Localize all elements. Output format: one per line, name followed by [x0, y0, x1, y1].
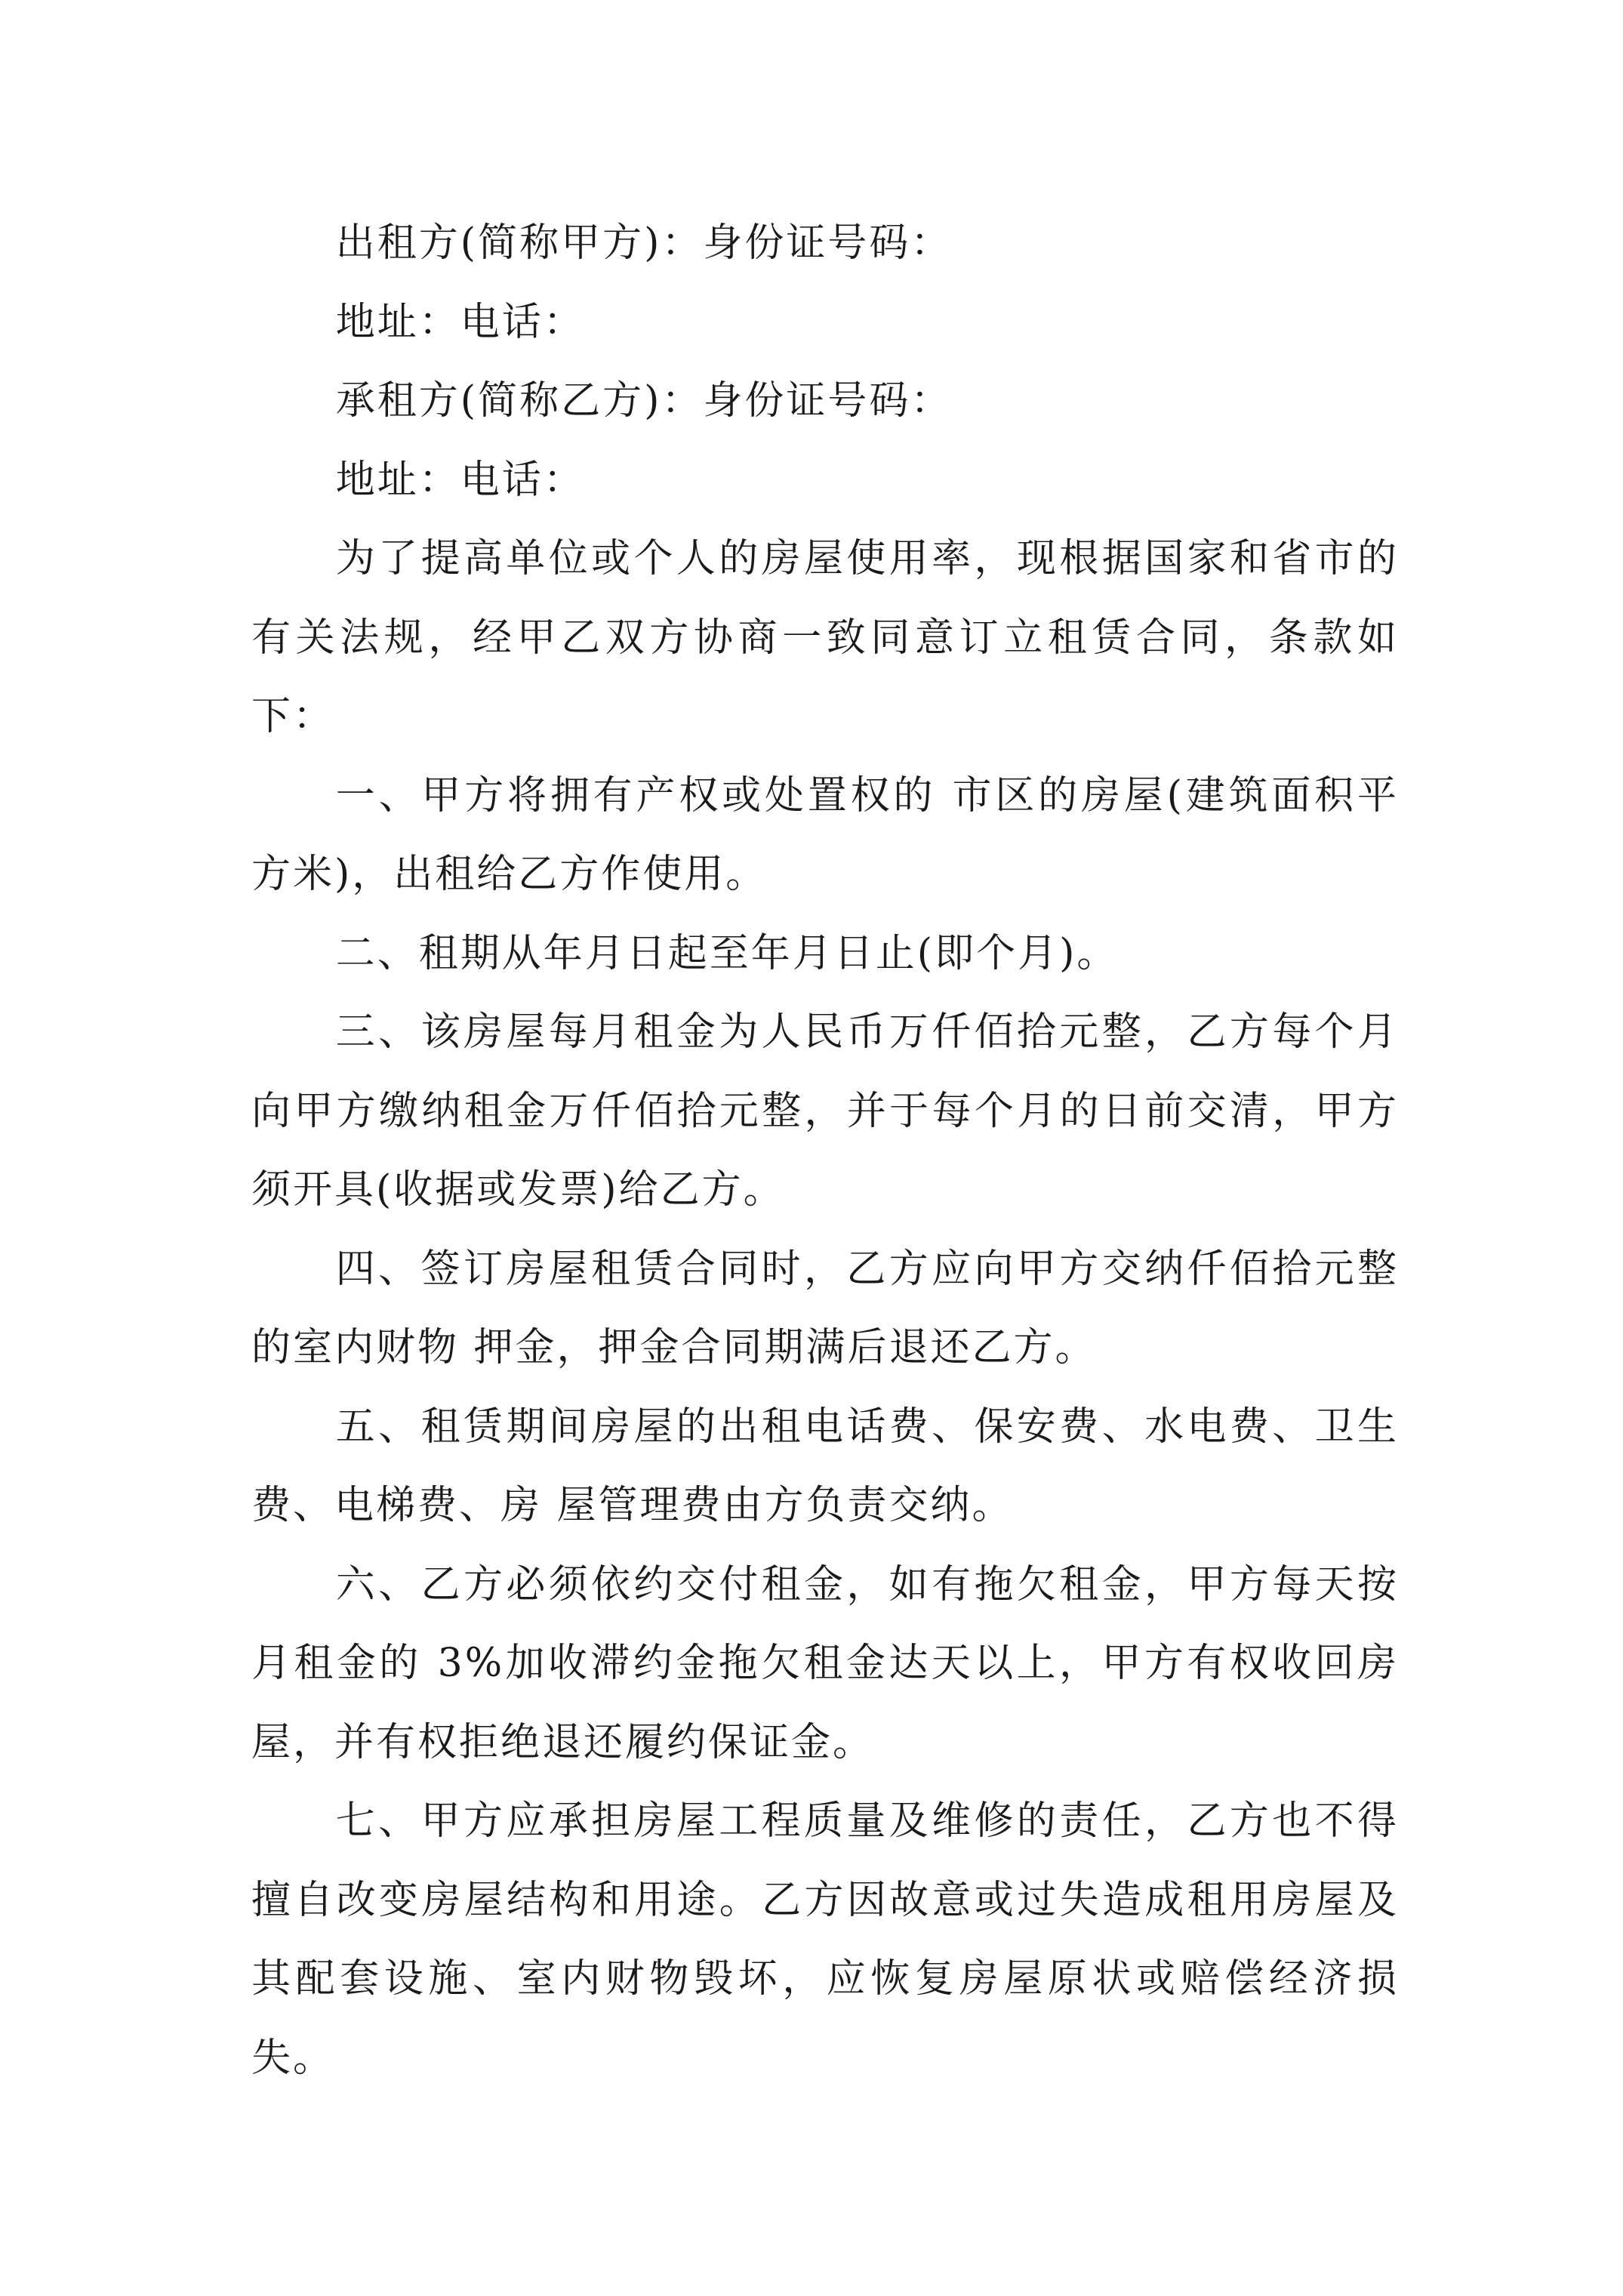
clause-7: 七、甲方应承担房屋工程质量及维修的责任，乙方也不得擅自改变房屋结构和用途。乙方因故意或过失造成租用房屋及其配套设施、室内财物毁坏，应恢复房屋原状或赔偿经济损失。: [251, 1798, 1399, 2081]
lessor-line: 出租方(简称甲方)：身份证号码：: [335, 220, 953, 266]
clause-1: 一、甲方将拥有产权或处置权的 市区的房屋(建筑面积平方米)，出租给乙方作使用。: [251, 772, 1399, 897]
clause-5: 五、租赁期间房屋的出租电话费、保安费、水电费、卫生费、电梯费、房 屋管理费由方负责交纳。: [251, 1404, 1399, 1528]
clause-4: 四、签订房屋租赁合同时，乙方应向甲方交纳仟佰拾元整的室内财物 押金，押金合同期满后退还乙方。: [251, 1246, 1399, 1370]
document-body: [251, 204, 1399, 2097]
clause-3: 三、该房屋每月租金为人民币万仟佰拾元整，乙方每个月向甲方缴纳租金万仟佰拾元整，并于每个月的日前交清，甲方须开具(收据或发票)给乙方。: [251, 1009, 1399, 1213]
lessee-address-line: 地址：电话：: [335, 457, 585, 503]
clause-6: 六、乙方必须依约交付租金，如有拖欠租金，甲方每天按月租金的 3%加收滞约金拖欠租金达天以上，甲方有权收回房屋，并有权拒绝退还履约保证金。: [251, 1561, 1399, 1765]
preamble-paragraph: 为了提高单位或个人的房屋使用率，现根据国家和省市的有关法规，经甲乙双方协商一致同意订立租赁合同，条款如下：: [251, 536, 1399, 739]
lessee-line: 承租方(简称乙方)：身份证号码：: [335, 378, 953, 424]
lessor-address-line: 地址：电话：: [335, 299, 585, 345]
clause-2: 二、租期从年月日起至年月日止(即个月)。: [335, 930, 1119, 976]
